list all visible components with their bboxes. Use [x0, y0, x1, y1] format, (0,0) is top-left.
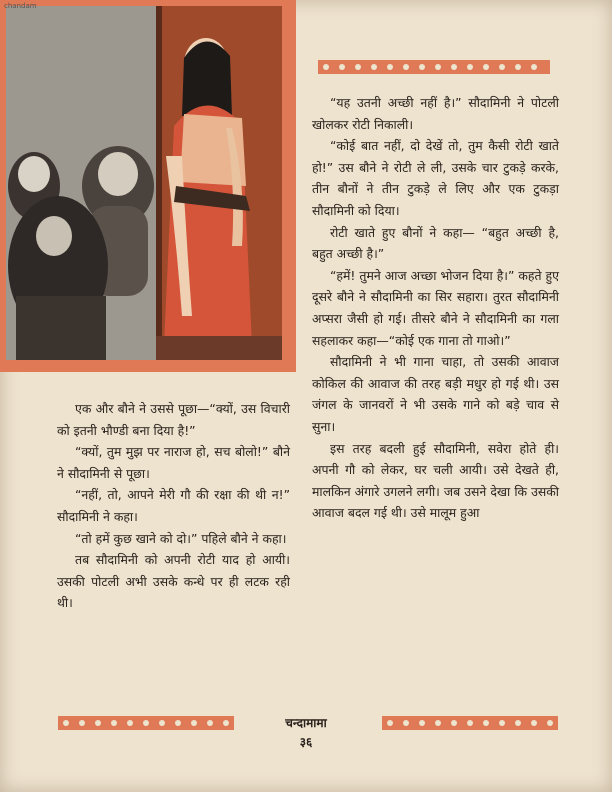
- paragraph: रोटी खाते हुए बौनों ने कहा— “बहुत अच्छी है, बहुत अच्छी है।”: [312, 224, 559, 262]
- paragraph: इस तरह बदली हुई सौदामिनी, सवेरा होते ही। अपनी गौ को लेकर, घर चली आयी। उसे देखते ही, मालकिन अंगारे उगलने लगी। जब उसने देखा कि उसकी आवाज बदल गई थी। उसे मालूम हुआ: [312, 440, 559, 521]
- top-border-ornament: [318, 60, 550, 74]
- corner-signature: chandam: [4, 2, 37, 10]
- paragraph: “नहीं, तो, आपने मेरी गौ की रक्षा की थी न!” सौदामिनी ने कहा।: [57, 487, 290, 524]
- paragraph: सौदामिनी ने भी गाना चाहा, तो उसकी आवाज कोकिल की आवाज की तरह बड़ी मधुर हो गई थी। उस जंगल के जानवरों ने भी उसके गाने को बड़े चाव से सुना।: [312, 354, 559, 434]
- paragraph: तब सौदामिनी को अपनी रोटी याद हो आयी। उसकी पोटली अभी उसके कन्धे पर ही लटक रही थी।: [57, 552, 290, 611]
- illustration: [6, 6, 282, 360]
- paragraph: “क्यों, तुम मुझ पर नाराज हो, सच बोलो!” बौने ने सौदामिनी से पूछा।: [57, 444, 290, 481]
- illustration-art: [6, 6, 282, 360]
- ornament-pattern-top: [318, 60, 550, 74]
- page-number: ३६: [299, 735, 313, 749]
- paragraph: एक और बौने ने उससे पूछा—“क्यों, उस विचारी को इतनी भौण्डी बना दिया है!”: [57, 401, 290, 438]
- paragraph: “तो हमें कुछ खाने को दो।” पहिले बौने ने कहा।: [75, 530, 287, 546]
- left-column: [57, 398, 290, 614]
- paragraph: “हमें! तुमने आज अच्छा भोजन दिया है।” कहते हुए दूसरे बौने ने सौदामिनी का सिर सहारा। तुरत सौदामिनी अप्सरा जैसी हो गई। तीसरे बौने ने सौदामिनी का गला सहलाकर कहा—“कोई एक गाना तो गाओ।”: [312, 267, 559, 348]
- right-column: [312, 92, 559, 524]
- paragraph: “कोई बात नहीं, दो देखें तो, तुम कैसी रोटी खाते हो!” उस बौने ने रोटी ले ली, उसके चार टुकड़े करके, तीन बौनों ने तीन टुकड़े ले लिए और एक टुकड़ा सौदामिनी को दिया।: [312, 138, 559, 218]
- illustration-frame: [0, 0, 296, 372]
- magazine-name: चन्दामामा: [285, 716, 327, 730]
- paragraph: “यह उतनी अच्छी नहीं है।” सौदामिनी ने पोटली खोलकर रोटी निकाली।: [312, 95, 559, 132]
